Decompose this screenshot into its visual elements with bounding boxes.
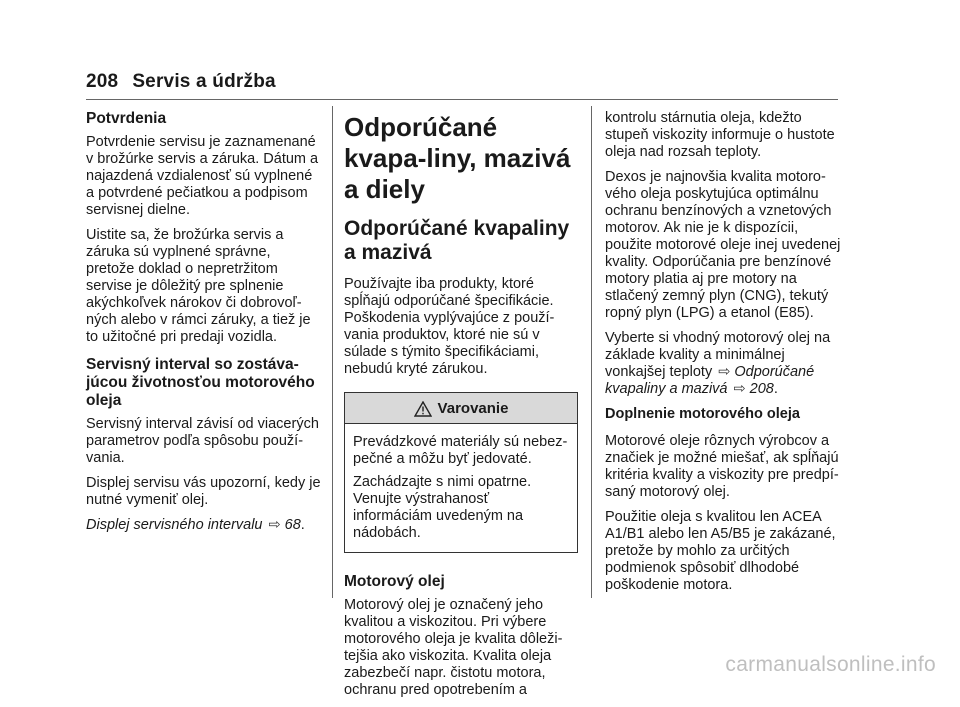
paragraph: Motorový olej je označený jeho kvalitou a viskozitou. Pri výbere motorového oleja je kvalita dôleži-tejšia ako viskozita. Kvalita oleja zabezbečí napr. čistotu motora, ochranu pred opotrebením a: [344, 597, 563, 698]
cross-reference-page[interactable]: 208: [749, 381, 774, 397]
paragraph: Servisný interval závisí od viacerých parametrov podľa spôsobu použí-vania.: [86, 416, 319, 466]
paragraph: Uistite sa, že brožúrka servis a záruka sú vyplnené správne, pretože doklad o nepretržitom servise je dôležitý pre splnenie akýchkoľvek nárokov či dobrovoľ-ných alebo v rámci záruky, a tiež je to užitočné pri predaji vozidla.: [86, 227, 311, 345]
header-rule: [86, 99, 838, 100]
paragraph: Motorové oleje rôznych výrobcov a značiek je možné miešať, ak spĺňajú kritéria kvality a viskozity pre predpí-saný motorový olej.: [605, 433, 839, 500]
heading-main: Odporúčané kvapa-liny, mazivá a diely: [344, 112, 571, 204]
cross-reference-text[interactable]: Displej servisného intervalu: [86, 517, 263, 533]
column-divider-1: [332, 106, 333, 598]
reference-arrow-icon: ⇨: [733, 381, 746, 397]
paragraph: Použitie oleja s kvalitou len ACEA A1/B1 alebo len A5/B5 je zakázané, pretože by mohlo za určitých podmienok spôsobiť dlhodobé poškodenie motora.: [605, 509, 836, 593]
cross-reference[interactable]: Displej servisného intervalu ⇨ 68.: [86, 517, 305, 533]
warning-title: Varovanie: [437, 400, 509, 417]
column-1: [86, 110, 322, 542]
cross-reference-page[interactable]: 68: [284, 517, 301, 533]
warning-triangle-icon: [414, 401, 432, 417]
heading-oil-refill: Doplnenie motorového oleja: [605, 406, 800, 422]
reference-arrow-icon: ⇨: [718, 364, 731, 380]
warning-paragraph: Zachádzajte s nimi opatrne. Venujte výstrahanosť informáciám uvedeným na nádobách.: [353, 474, 532, 541]
paragraph: Používajte iba produkty, ktoré spĺňajú odporúčané špecifikácie. Poškodenia vyplývajúce z použí-vania produktov, ktoré nie sú v súlade s týmito špecifikáciami, nebudú kryté zárukou.: [344, 276, 555, 377]
paragraph: Vyberte si vhodný motorový olej na základe kvality a minimálnej vonkajšej teploty ⇨ Odporúčané kvapaliny a mazivá ⇨ 208.: [605, 330, 831, 397]
column-3: [605, 110, 841, 602]
warning-header: [345, 393, 577, 424]
column-2: [344, 112, 578, 707]
paragraph-text: Vyberte si vhodný motorový olej na základe kvality a minimálnej vonkajšej teploty: [605, 330, 831, 380]
heading-confirmations: Potvrdenia: [86, 110, 167, 127]
warning-paragraph: Prevádzkové materiály sú nebez-pečné a môžu byť jedovaté.: [353, 434, 568, 467]
column-divider-2: [591, 106, 592, 598]
heading-engine-oil: Motorový olej: [344, 573, 445, 590]
heading-service-interval: Servisný interval so zostáva-júcou životnosťou motorového oleja: [86, 356, 315, 409]
page-header-title: Servis a údržba: [132, 71, 276, 92]
warning-body: [345, 424, 577, 552]
paragraph: Dexos je najnovšia kvalita motoro-vého oleja poskytujúca optimálnu ochranu benzínových a vznetových motorov. Ak nie je k dispozícii, použite motorové oleje inej uvedenej kvality. Odporúčania pre benzínové motory platia aj pre motory na stlačený zemný plyn (CNG), tekutý ropný plyn (LPG) a etanol (E85).: [605, 169, 841, 321]
paragraph: Displej servisu vás upozorní, kedy je nutné vymeniť olej.: [86, 475, 321, 508]
cross-reference-text[interactable]: Odporúčané kvapaliny a mazivá: [605, 364, 815, 397]
paragraph: kontrolu stárnutia oleja, kdežto stupeň viskozity informuje o hustote oleja nad rozsah teploty.: [605, 110, 835, 160]
heading-fluids: Odporúčané kvapaliny a mazivá: [344, 217, 570, 264]
page-number: 208: [86, 71, 119, 92]
page-header: [86, 71, 290, 93]
reference-arrow-icon: ⇨: [268, 517, 281, 533]
paragraph: Potvrdenie servisu je zaznamenané v brožúrke servis a záruka. Dátum a najazdená vzdialenosť sú vyplnené a potvrdené pečiatkou a podpisom servisnej dielne.: [86, 134, 319, 218]
warning-box: [344, 392, 578, 553]
watermark: carmanualsonline.info: [725, 653, 936, 676]
